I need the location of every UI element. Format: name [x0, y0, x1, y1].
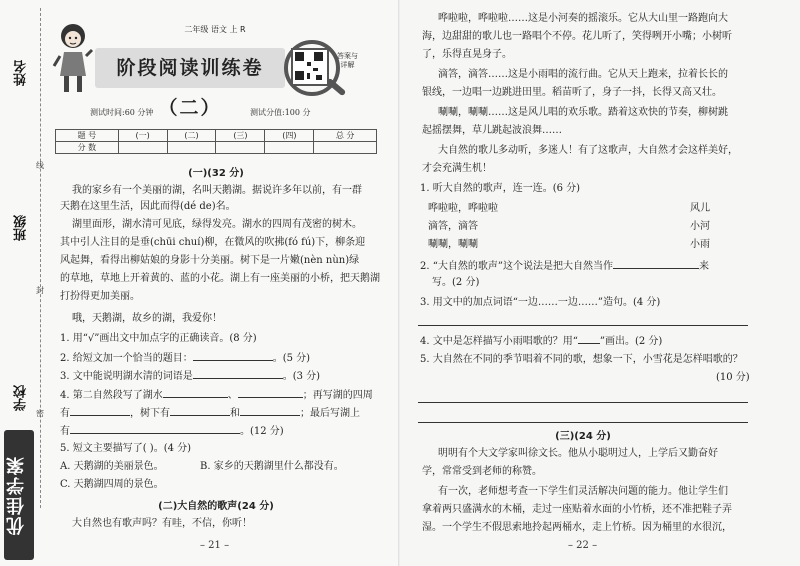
- question-1: 1. 用“√”画出文中加点字的正确读音。(8 分): [60, 333, 257, 344]
- binding-xian: 线: [36, 161, 44, 170]
- paragraph-line: 的草地，草地上开着黄的、蓝的小花。湖上有一座美丽的小桥，把天鹅湖: [60, 273, 380, 284]
- page-number: – 22 –: [568, 540, 598, 551]
- right-question-1: 1. 听大自然的歌声，连一连。(6 分): [420, 183, 581, 194]
- paragraph-line: 了，乐得直晃身子。: [422, 49, 512, 60]
- paragraph-line: 学，常常受到老师的称赞。: [422, 466, 542, 477]
- brand-logo: 优佳学案: [4, 430, 34, 560]
- match-left-item[interactable]: 滴答，滴答: [428, 221, 478, 232]
- binding-mi: 密: [36, 409, 44, 418]
- paragraph-line: 哦，天鹅湖，故乡的湖，我爱你！: [72, 313, 222, 324]
- paragraph-line: 天鹅在这里生活，因此而得(dé de)名。: [60, 201, 236, 212]
- paragraph-line: 大自然也有歌声吗？有哇，不信，你听！: [72, 518, 252, 529]
- match-right-item[interactable]: 小河: [690, 221, 710, 232]
- paragraph-line: 银线，一边唱一边跳进田里。稻苗听了，身子一抖，长得又高又壮。: [422, 87, 722, 98]
- binding-line: [40, 8, 41, 508]
- table-row: 分 数: [56, 142, 377, 154]
- answer-blank[interactable]: [170, 405, 230, 416]
- answer-key-label: 答案与 详解: [337, 52, 358, 69]
- paragraph-line: 风起舞，看得出柳姑娘的身影十分美丽。树下是一片嫩(nèn nùn)绿: [60, 255, 360, 266]
- paragraph-line: 唰唰，唰唰……这是风儿唱的欢乐歌。踏着这欢快的节奏，柳树跳: [438, 107, 728, 118]
- match-right-item[interactable]: 小雨: [690, 239, 710, 250]
- paragraph-line: 其中引人注目的是垂(chūi chuí)柳，在微风的吹拂(fó fú)下，柳条迎: [60, 237, 366, 248]
- grade-subject: 二年级 语文 上 R: [184, 25, 246, 34]
- match-right-item[interactable]: 风儿: [690, 203, 710, 214]
- test-score: 测试分值:100 分: [250, 108, 311, 117]
- answer-blank[interactable]: [193, 368, 283, 379]
- right-question-5-points: (10 分): [716, 372, 750, 383]
- paragraph-line: 有一次，老师想考查一下学生们灵活解决问题的能力。他让学生们: [438, 486, 728, 497]
- question-2: 2. 给短文加一个恰当的题目： 。(5 分): [60, 350, 310, 365]
- section-2-title: (二)大自然的歌声(24 分): [158, 501, 274, 512]
- section-3-title: (三)(24 分): [555, 431, 611, 442]
- name-label: 姓名: [14, 60, 29, 86]
- table-row: 题 号 (一) (二) (三) (四) 总 分: [56, 130, 377, 142]
- answer-blank[interactable]: [613, 258, 699, 269]
- paragraph-line: 才会充满生机！: [422, 163, 492, 174]
- right-question-4: 4. 文中是怎样描写小雨唱歌的？用“ ”画出。(2 分): [420, 333, 662, 348]
- paragraph-line: 滴答，滴答……这是小雨唱的流行曲。它从天上跑来，拉着长长的: [438, 69, 728, 80]
- paragraph-line: 打扮得更加美丽。: [60, 291, 140, 302]
- option-c[interactable]: C. 天鹅湖四周的景色。: [60, 479, 164, 490]
- right-question-2: 2. “大自然的歌声”这个说法是把大自然当作 来: [420, 258, 709, 273]
- qr-code-icon[interactable]: [291, 48, 329, 86]
- answer-line[interactable]: [418, 422, 748, 423]
- school-label: 学校: [14, 385, 29, 411]
- score-table: [55, 129, 377, 154]
- paragraph-line: 大自然的歌儿多动听，多迷人！有了这歌声，大自然才会这样美好，: [438, 145, 738, 156]
- right-question-5: 5. 大自然在不同的季节唱着不同的歌，想象一下，小雪花是怎样唱歌的？: [420, 354, 743, 365]
- answer-blank[interactable]: [193, 350, 273, 361]
- answer-blank[interactable]: [240, 405, 300, 416]
- question-4-line2: 有 ，树下有 和 ；最后写湖上: [60, 405, 360, 420]
- paragraph-line: 拿着两只盛满水的木桶，走过一座贴着水面的小竹桥，还不准把鞋子弄: [422, 504, 732, 515]
- question-4-line3: 有 。(12 分): [60, 423, 284, 438]
- answer-blank[interactable]: [70, 405, 130, 416]
- right-question-2-line2: 写。(2 分): [432, 277, 480, 288]
- test-time: 测试时间:60 分钟: [90, 108, 154, 117]
- paragraph-line: 湖里面形，湖水清可见底，绿得发亮。湖水的四周有茂密的树木。: [72, 219, 362, 230]
- match-left-item[interactable]: 唰唰，唰唰: [428, 239, 478, 250]
- paragraph-line: 我的家乡有一个美丽的湖，名叫天鹅湖。据说许多年以前，有一群: [72, 185, 362, 196]
- section-1-title: (一)(32 分): [188, 168, 244, 179]
- answer-blank[interactable]: [163, 387, 228, 398]
- question-5: 5. 短文主要描写了( )。(4 分): [60, 443, 192, 454]
- answer-line[interactable]: [418, 325, 748, 326]
- answer-blank[interactable]: [238, 387, 303, 398]
- option-a[interactable]: A. 天鹅湖的美丽景色。: [60, 461, 164, 472]
- right-question-3: 3. 用文中的加点词语“一边……一边……”造句。(4 分): [420, 297, 661, 308]
- question-4: 4. 第二自然段写了湖水 、 ；再写湖的四周: [60, 387, 373, 402]
- paragraph-line: 明明有个大文学家叫徐文长。他从小聪明过人，上学后又勤奋好: [438, 448, 718, 459]
- page-title: 阶段阅读训练卷（二）: [95, 48, 285, 88]
- answer-blank[interactable]: [70, 423, 240, 434]
- page-number: – 21 –: [200, 540, 230, 551]
- class-label: 班级: [14, 215, 29, 241]
- paragraph-line: 湿。一个学生不假思索地拎起两桶水，走上竹桥。因为桶里的水很沉，: [422, 522, 732, 533]
- paragraph-line: 海，边甜甜的歌儿也一路唱个不停。花儿听了，笑得咧开小嘴；小树听: [422, 31, 732, 42]
- paragraph-line: 起摇摆舞，草儿跳起波浪舞……: [422, 125, 562, 136]
- underline-sample: [578, 333, 600, 344]
- match-left-item[interactable]: 哗啦啦，哗啦啦: [428, 203, 498, 214]
- paragraph-line: 哗啦啦，哗啦啦……这是小河奏的摇滚乐。它从大山里一路跑向大: [438, 13, 728, 24]
- option-b[interactable]: B. 家乡的天鹅湖里什么都没有。: [200, 461, 344, 472]
- cartoon-girl-illustration: [52, 20, 94, 98]
- question-3: 3. 文中能说明湖水清的词语是 。(3 分): [60, 368, 320, 383]
- answer-line[interactable]: [418, 402, 748, 403]
- binding-feng: 封: [36, 286, 44, 295]
